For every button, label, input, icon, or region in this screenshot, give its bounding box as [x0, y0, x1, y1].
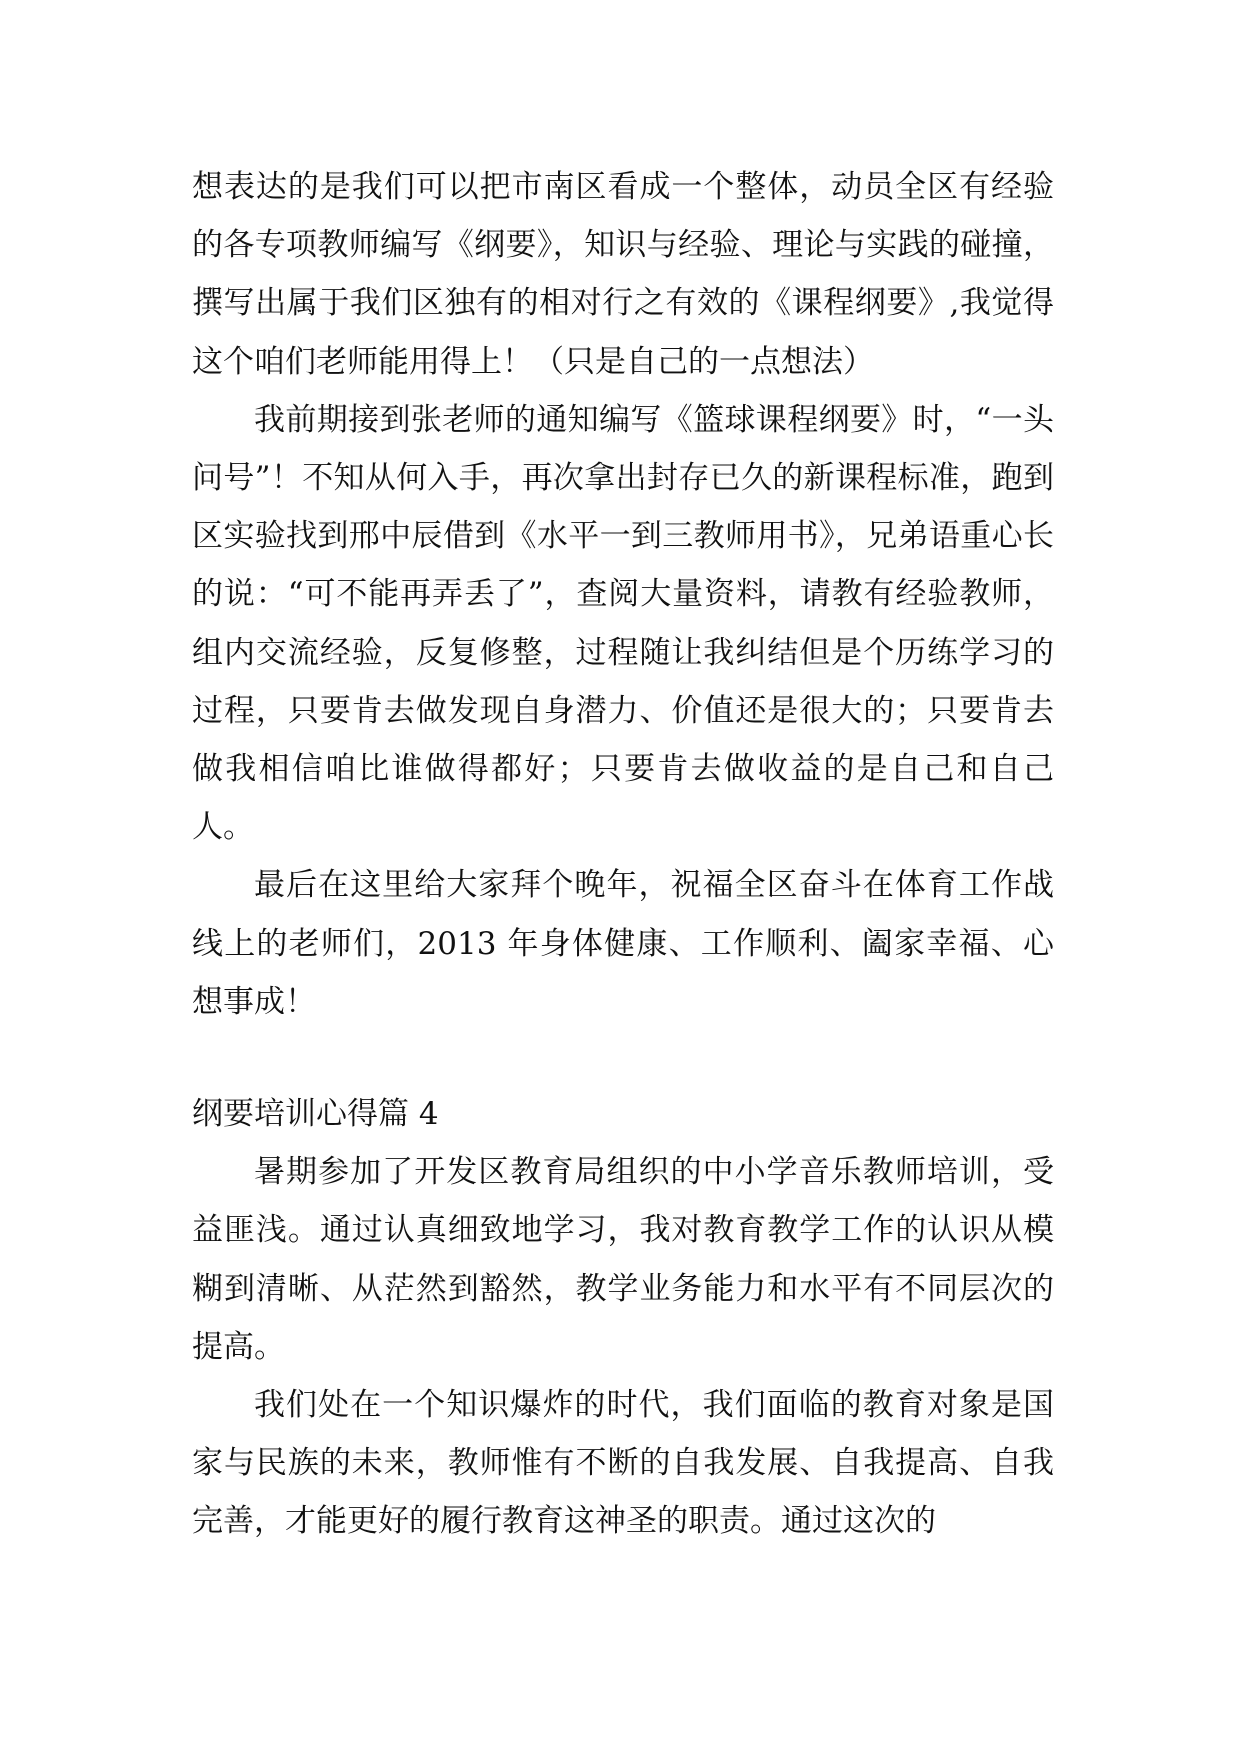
document-body: [192, 158, 1054, 1551]
paragraph: 最后在这里给大家拜个晚年，祝福全区奋斗在体育工作战线上的老师们，2013 年身体健康、工作顺利、阖家幸福、心想事成！: [192, 867, 1054, 1020]
paragraph: 暑期参加了开发区教育局组织的中小学音乐教师培训，受益匪浅。通过认真细致地学习，我对教育教学工作的认识从模糊到清晰、从茫然到豁然，教学业务能力和水平有不同层次的提高。: [192, 1154, 1054, 1365]
paragraph: 我前期接到张老师的通知编写《篮球课程纲要》时，“一头问号”！不知从何入手，再次拿出封存已久的新课程标准，跑到区实验找到邢中辰借到《水平一到三教师用书》，兄弟语重心长的说：“可不能再弄丢了”，查阅大量资料，请教有经验教师，组内交流经验，反复修整，过程随让我纠结但是个历练学习的过程，只要肯去做发现自身潜力、价值还是很大的；只要肯去做我相信咱比谁做得都好；只要肯去做收益的是自己和自己人。: [192, 401, 1054, 846]
section-heading: 纲要培训心得篇 4: [192, 1096, 439, 1133]
paragraph-continued: 想表达的是我们可以把市南区看成一个整体，动员全区有经验的各专项教师编写《纲要》，知识与经验、理论与实践的碰撞，撰写出属于我们区独有的相对行之有效的《课程纲要》,我觉得这个咱们老师能用得上！（只是自己的一点想法）: [192, 169, 1054, 380]
paragraph: 我们处在一个知识爆炸的时代，我们面临的教育对象是国家与民族的未来，教师惟有不断的自我发展、自我提高、自我完善，才能更好的履行教育这神圣的职责。通过这次的: [192, 1387, 1054, 1540]
